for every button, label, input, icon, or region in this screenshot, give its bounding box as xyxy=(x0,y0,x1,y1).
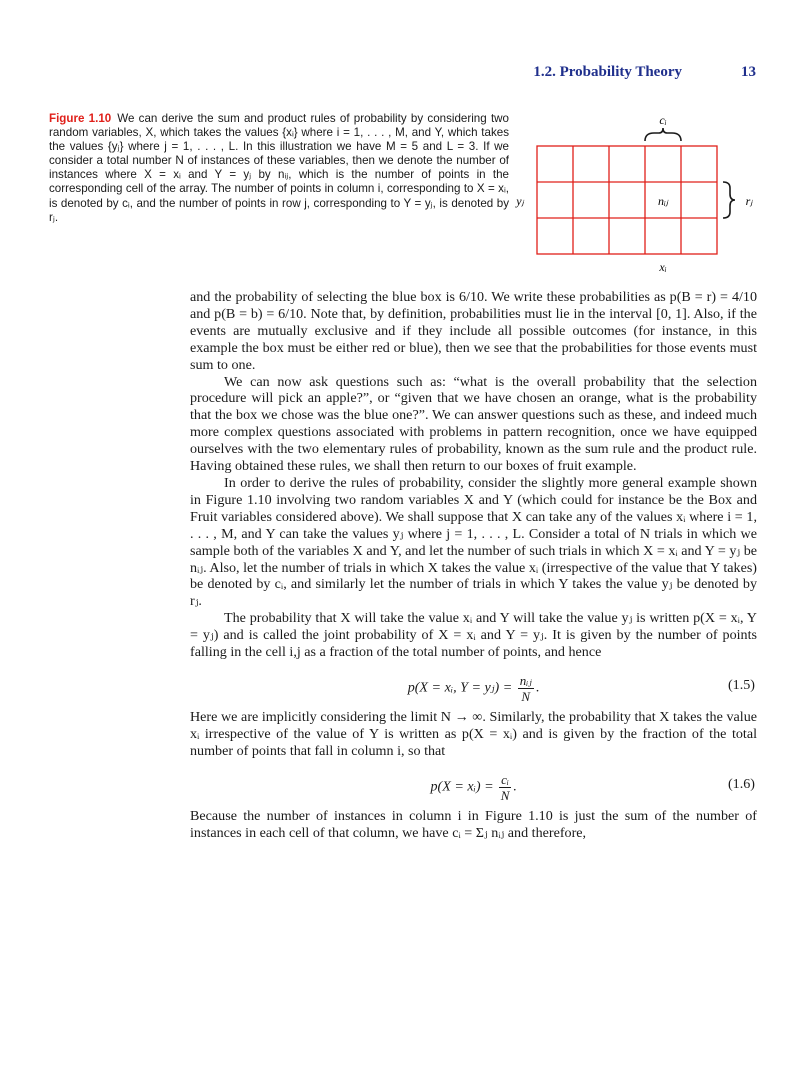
row-label: yⱼ xyxy=(516,194,524,208)
bottom-label: xᵢ xyxy=(659,260,667,274)
equation-1-5-denominator: N xyxy=(521,688,531,704)
equation-1-6-number: (1.6) xyxy=(727,775,755,792)
caption-text: We can derive the sum and product rules of probability by considering two random variables, X, which takes the values {xᵢ} where i = 1, . . . , M, and Y, which takes the values {yⱼ} where j = 1, . . . , L. In this illustration we have M = 5 and L = 3. If we consider a total number N of instances of these variables, then we denote the number of instances where X = xᵢ and Y = yⱼ by nᵢⱼ, which is the number of points in the corresponding cell of the array. The number of points in column i, corresponding to X = xᵢ, is denoted by cᵢ, and the number of points in row j, corresponding to Y = yⱼ, is denoted by rⱼ. xyxy=(49,112,509,224)
page-number: 13 xyxy=(741,64,756,80)
equation-1-5-lhs: p(X = xᵢ, Y = yⱼ) = xyxy=(407,679,513,696)
figure-label: Figure 1.10 xyxy=(49,112,112,125)
column-brace xyxy=(645,128,681,141)
equation-1-6-denominator: N xyxy=(500,787,510,803)
section-title: 1.2. Probability Theory xyxy=(533,64,682,80)
equation-1-6 xyxy=(190,764,757,804)
paragraph-5: Here we are implicitly considering the limit N → ∞. Similarly, the probability that X takes the value xᵢ irrespective of the value of Y is written as p(X = xᵢ) and is given by the fraction of the total number of points that fall in column i, so that xyxy=(190,708,757,759)
paragraph-3: In order to derive the rules of probability, consider the slightly more general example shown in Figure 1.10 involving two random variables X and Y (which could for instance be the Box and Fruit variables considered above). We shall suppose that X can take any of the values xᵢ where i = 1, . . . , M, and Y can take the values yⱼ where j = 1, . . . , L. Consider a total of N trials in which we sample both of the variables X and Y, and let the number of such trials in which X = xᵢ and Y = yⱼ be nᵢⱼ. Also, let the number of trials in which X takes the value xᵢ (irrespective of the value that Y takes) be denoted by cᵢ, and similarly let the number of trials in which Y takes the value yⱼ be denoted by rⱼ. xyxy=(190,474,757,610)
paragraph-6: Because the number of instances in column i in Figure 1.10 is just the sum of the number of instances in each cell of that column, we have cᵢ = Σⱼ nᵢⱼ and therefore, xyxy=(190,807,757,841)
column-label: cᵢ xyxy=(659,113,667,127)
equation-1-6-lhs: p(X = xᵢ) = xyxy=(430,778,494,795)
equation-1-5-numerator: nᵢⱼ xyxy=(519,672,532,688)
paragraph-4: The probability that X will take the value xᵢ and Y will take the value yⱼ is written p(X = xᵢ, Y = yⱼ) and is called the joint probability of X = xᵢ and Y = yⱼ. It is given by the number of points falling in the cell i,j as a fraction of the total number of points, and hence xyxy=(190,610,757,661)
grid-border xyxy=(537,146,717,254)
figure-caption xyxy=(49,112,509,225)
paragraph-2: We can now ask questions such as: “what is the overall probability that the selection procedure will pick an apple?”, or “given that we have chosen an orange, what is the probability that the box we chose was the blue one?”. We can answer questions such as these, and indeed much more complex questions associated with problems in pattern recognition, once we have equipped ourselves with the two elementary rules of probability, known as the sum rule and the product rule. Having obtained these rules, we shall then return to our boxes of fruit example. xyxy=(190,373,757,475)
equation-1-5-math: p(X = xᵢ, Y = yⱼ) = $\frac{\text{nᵢⱼ}}{N}$ . xyxy=(407,672,540,704)
equation-1-5-fraction xyxy=(518,673,534,704)
row-sum-label: rⱼ xyxy=(745,194,753,208)
running-header xyxy=(0,64,806,86)
equation-1-6-math: p(X = xᵢ) = $\frac{\text{cᵢ}}{N}$ . xyxy=(430,771,517,803)
body-text xyxy=(190,289,757,841)
figure-grid-diagram xyxy=(505,108,775,276)
grid-lines xyxy=(537,146,717,254)
equation-1-6-numerator: cᵢ xyxy=(501,771,509,787)
equation-1-5-number: (1.5) xyxy=(727,676,755,693)
equation-1-6-fraction xyxy=(499,772,511,803)
caption-paragraph xyxy=(49,112,509,225)
cell-label: nᵢⱼ xyxy=(658,194,668,208)
row-brace xyxy=(723,182,735,218)
paragraph-1: and the probability of selecting the blue box is 6/10. We write these probabilities as p(B = r) = 4/10 and p(B = b) = 6/10. Note that, by definition, probabilities must lie in the interval [0, 1]. Also, if the events are mutually exclusive and if they include all possible outcomes (for instance, in this example the box must be either red or blue), then we see that the probabilities for those events must sum to one. xyxy=(190,289,757,373)
equation-1-5 xyxy=(190,665,757,705)
grid-svg xyxy=(505,108,775,276)
